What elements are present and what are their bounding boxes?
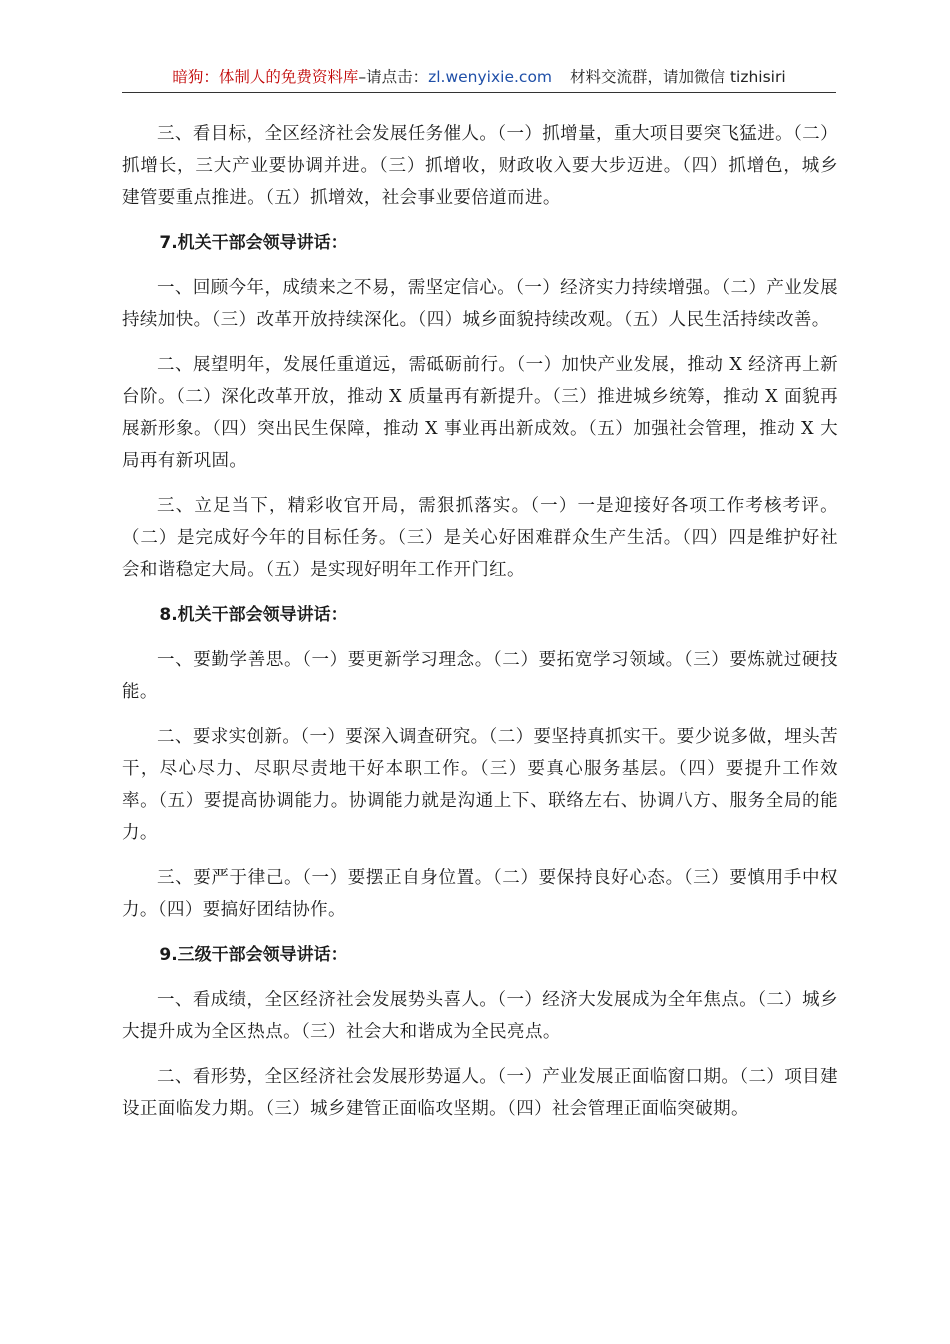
paragraph-8-study: 一、要勤学善思。（一）要更新学习理念。（二）要拓宽学习领域。（三）要炼就过硬技能。 <box>122 650 838 702</box>
header-wechat: 材料交流群，请加微信 tizhisiri <box>570 68 786 86</box>
document-body <box>122 118 838 1138</box>
paragraph-7-review: 一、回顾今年，成绩来之不易，需坚定信心。（一）经济实力持续增强。（二）产业发展持续加快。（三）改革开放持续深化。（四）城乡面貌持续改观。（五）人民生活持续改善。 <box>122 278 838 330</box>
paragraph-9-situation: 二、看形势，全区经济社会发展形势逼人。（一）产业发展正面临窗口期。（二）项目建设正面临发力期。（三）城乡建管正面临攻坚期。（四）社会管理正面临突破期。 <box>122 1067 838 1119</box>
section-heading-9: 9.三级干部会领导讲话： <box>159 945 348 965</box>
section-heading-7: 7.机关干部会领导讲话： <box>159 233 348 253</box>
section-heading-8: 8.机关干部会领导讲话： <box>159 605 348 625</box>
paragraph-target: 三、看目标，全区经济社会发展任务催人。（一）抓增量，重大项目要突飞猛进。（二）抓增长，三大产业要协调并进。（三）抓增收，财政收入要大步迈进。（四）抓增色，城乡建管要重点推进。（五）抓增效，社会事业要倍道而进。 <box>122 124 838 208</box>
header-brand: 暗狗：体制人的免费资料库 <box>172 68 359 86</box>
paragraph-8-innovate: 二、要求实创新。（一）要深入调查研究。（二）要坚持真抓实干。要少说多做，埋头苦干，尽心尽力、尽职尽责地干好本职工作。（三）要真心服务基层。（四）要提升工作效率。（五）要提高协调能力。协调能力就是沟通上下、联络左右、协调八方、服务全局的能力。 <box>122 727 838 843</box>
header-url-link[interactable]: zl.wenyixie.com <box>428 68 553 86</box>
page-header <box>122 66 836 93</box>
paragraph-8-discipline: 三、要严于律己。（一）要摆正自身位置。（二）要保持良好心态。（三）要慎用手中权力。（四）要搞好团结协作。 <box>122 868 838 920</box>
paragraph-7-implement: 三、立足当下，精彩收官开局，需狠抓落实。（一）一是迎接好各项工作考核考评。（二）是完成好今年的目标任务。（三）是关心好困难群众生产生活。（四）四是维护好社会和谐稳定大局。（五）是实现好明年工作开门红。 <box>122 496 838 580</box>
paragraph-7-outlook: 二、展望明年，发展任重道远，需砥砺前行。（一）加快产业发展，推动 X 经济再上新台阶。（二）深化改革开放，推动 X 质量再有新提升。（三）推进城乡统筹，推动 X 面貌再展新形象。（四）突出民生保障，推动 X 事业再出新成效。（五）加强社会管理，推动 X 大局再有新巩固。 <box>122 355 838 471</box>
paragraph-9-achievements: 一、看成绩，全区经济社会发展势头喜人。（一）经济大发展成为全年焦点。（二）城乡大提升成为全区热点。（三）社会大和谐成为全民亮点。 <box>122 990 838 1042</box>
header-prompt: –请点击： <box>358 68 429 86</box>
